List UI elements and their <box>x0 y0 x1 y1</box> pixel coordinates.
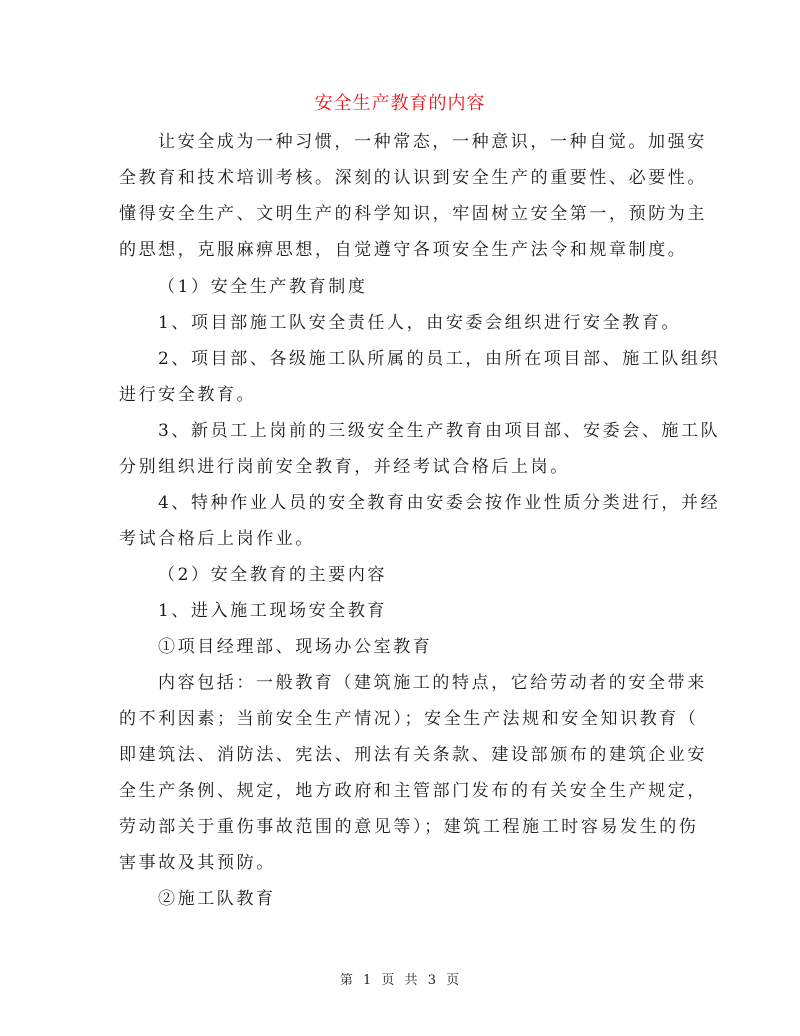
paragraph-line: 即建筑法、消防法、宪法、刑法有关条款、建设部颁布的建筑企业安 <box>119 745 707 765</box>
paragraph-line: 让安全成为一种习惯，一种常态，一种意识，一种自觉。加强安 <box>158 132 707 152</box>
list-item-continuation: 进行安全教育。 <box>119 385 257 405</box>
paragraph-line: 劳动部关于重伤事故范围的意见等）；建筑工程施工时容易发生的伤 <box>119 817 699 837</box>
list-item-continuation: 考试合格后上岗作业。 <box>119 529 315 549</box>
paragraph-line: 全教育和技术培训考核。深刻的认识到安全生产的重要性、必要性。 <box>119 168 707 188</box>
list-item: 1、项目部施工队安全责任人，由安委会组织进行安全教育。 <box>158 313 682 333</box>
paragraph-line: 的不利因素；当前安全生产情况）；安全生产法规和安全知识教育（ <box>119 709 699 729</box>
paragraph-line: 内容包括：一般教育（建筑施工的特点，它给劳动者的安全带来 <box>158 673 707 693</box>
list-item: 4、特种作业人员的安全教育由安委会按作业性质分类进行，并经 <box>158 493 721 513</box>
section-heading: （2）安全教育的主要内容 <box>158 565 388 585</box>
section-heading: （1）安全生产教育制度 <box>158 277 368 297</box>
list-item: 2、项目部、各级施工队所属的员工，由所在项目部、施工队组织 <box>158 349 721 369</box>
list-item-continuation: 分别组织进行岗前安全教育，并经考试合格后上岗。 <box>119 457 570 477</box>
paragraph-line: 懂得安全生产、文明生产的科学知识，牢固树立安全第一，预防为主 <box>119 204 707 224</box>
page-indicator: 第 1 页 共 3 页 <box>339 973 461 988</box>
document-title: 安全生产教育的内容 <box>314 93 486 114</box>
subsection-heading: 1、进入施工现场安全教育 <box>158 601 388 621</box>
subsection-item: ②施工队教育 <box>158 889 276 909</box>
paragraph-line: 全生产条例、规定，地方政府和主管部门发布的有关安全生产规定， <box>119 781 707 801</box>
list-item: 3、新员工上岗前的三级安全生产教育由项目部、安委会、施工队 <box>158 421 721 441</box>
subsection-item: ①项目经理部、现场办公室教育 <box>158 637 433 657</box>
paragraph-line: 的思想，克服麻痹思想，自觉遵守各项安全生产法令和规章制度。 <box>119 240 688 260</box>
paragraph-line: 害事故及其预防。 <box>119 853 276 873</box>
